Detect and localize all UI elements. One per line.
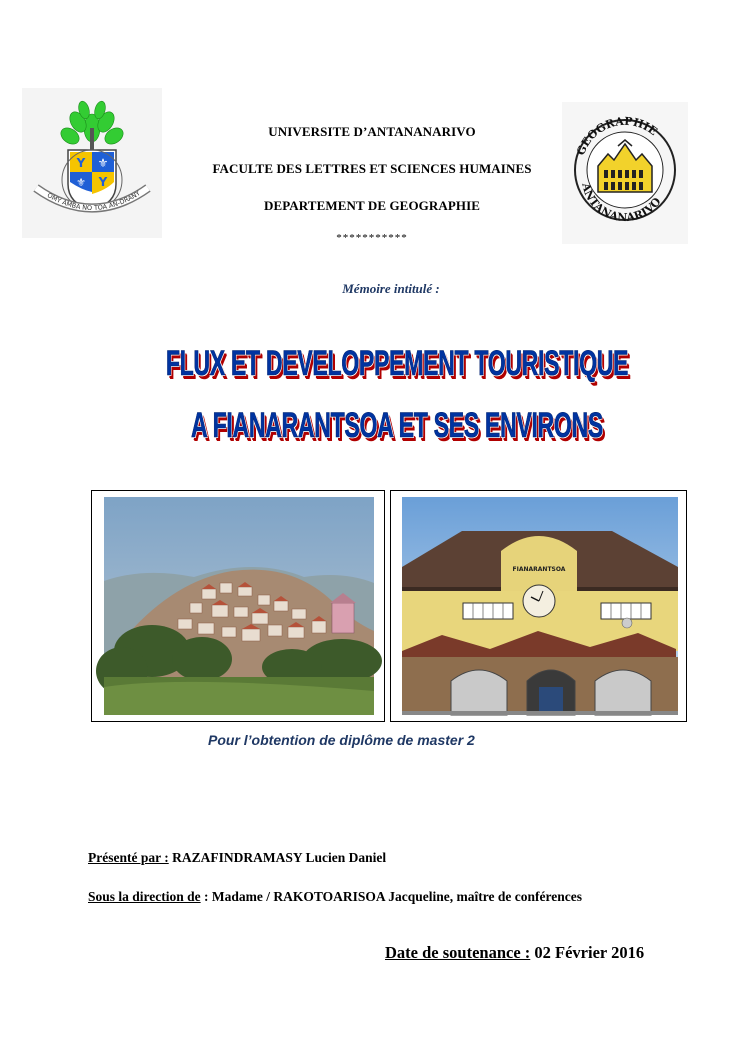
defense-date: 02 Février 2016 [530, 943, 645, 962]
supervision-value: : Madame / RAKOTOARISOA Jacqueline, maître de conférences [200, 889, 582, 904]
svg-text:⚜: ⚜ [97, 156, 109, 170]
svg-text:Y: Y [76, 156, 86, 170]
title-line-1: FLUX ET DEVELOPPEMENT TOURISTIQUE [165, 344, 629, 383]
presenter-line [88, 850, 386, 866]
memoire-label: Mémoire intitulé : [342, 281, 440, 296]
separator: *********** [336, 232, 408, 244]
svg-text:ANTANANARIVO: ANTANANARIVO [579, 181, 664, 225]
supervision-line [88, 889, 582, 905]
presenter-name: RAZAFINDRAMASY Lucien Daniel [168, 850, 387, 865]
photo-train-station [390, 490, 687, 722]
svg-text:Y: Y [98, 175, 108, 189]
svg-text:OMY AMBA NO TOA AN-DRANY: OMY AMBA NO TOA AN-DRANY [45, 189, 142, 213]
supervision-label: Sous la direction de [88, 889, 201, 904]
defense-label: Date de soutenance : [385, 943, 531, 962]
degree-purpose: Pour l’obtention de diplôme de master 2 [208, 732, 475, 748]
presenter-label: Présenté par : [88, 850, 169, 865]
photo-town-landscape [91, 490, 385, 722]
university-name: UNIVERSITE D’ANTANANARIVO [268, 124, 476, 139]
faculty-name: FACULTE DES LETTRES ET SCIENCES HUMAINES [212, 161, 532, 176]
title-line-2: A FIANARANTSOA ET SES ENVIRONS [191, 406, 603, 445]
department-name: DEPARTEMENT DE GEOGRAPHIE [263, 198, 481, 213]
svg-text:GEOGRAPHIE: GEOGRAPHIE [574, 114, 660, 158]
defense-date-line [385, 943, 644, 963]
station-sign: FIANARANTSOA [512, 566, 566, 573]
svg-text:⚜: ⚜ [76, 176, 86, 189]
